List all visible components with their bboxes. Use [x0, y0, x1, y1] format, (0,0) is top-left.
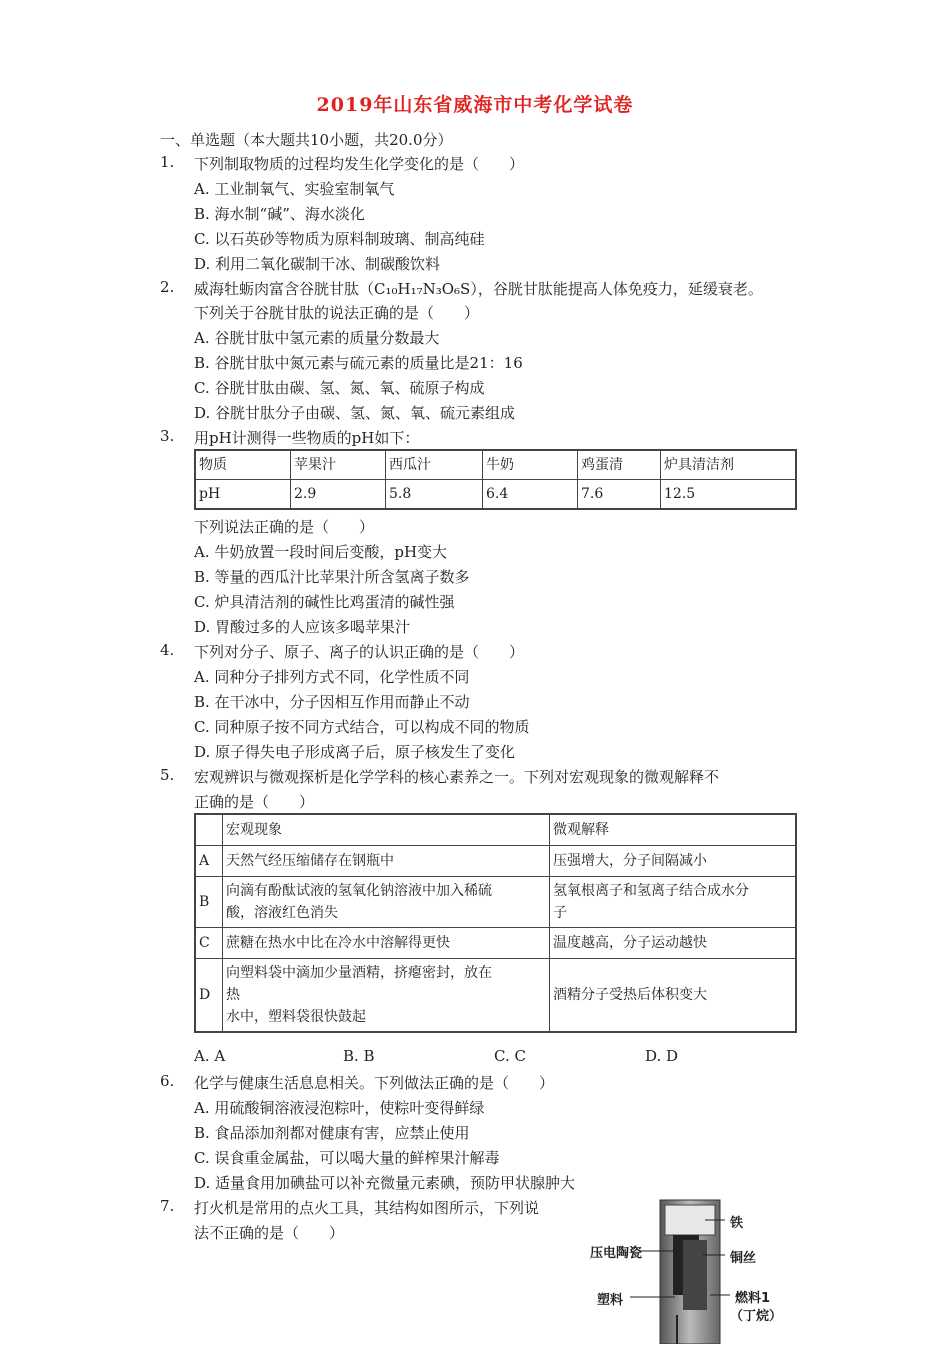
- table-cell: C: [195, 928, 223, 959]
- section-heading: 一、单选题（本大题共10小题，共20.0分）: [160, 131, 453, 149]
- table-cell: [223, 877, 550, 928]
- cell-line: 子: [553, 905, 567, 921]
- table-cell: 炉具清洁剂: [661, 450, 797, 480]
- macro-micro-table: [194, 813, 797, 1033]
- question-2-text-line2: 下列关于谷胱甘肽的说法正确的是（ ）: [194, 304, 480, 322]
- question-6-option-a: A. 用硫酸铜溶液浸泡粽叶，使粽叶变得鲜绿: [194, 1099, 485, 1117]
- question-5-number: 5.: [160, 766, 175, 784]
- table-cell: 6.4: [483, 480, 578, 510]
- diagram-label-plastic: 塑料: [597, 1293, 624, 1308]
- question-4-option-c: C. 同种原子按不同方式结合，可以构成不同的物质: [194, 718, 530, 736]
- table-cell: 7.6: [578, 480, 661, 510]
- table-cell: 蔗糖在热水中比在冷水中溶解得更快: [223, 928, 550, 959]
- question-5-text-line2: 正确的是（ ）: [194, 793, 315, 811]
- question-1-option-c: C. 以石英砂等物质为原料制玻璃、制高纯硅: [194, 230, 485, 248]
- table-row: [195, 846, 796, 877]
- question-6-number: 6.: [160, 1072, 175, 1090]
- table-row: [195, 480, 796, 510]
- question-2-option-a: A. 谷胱甘肽中氢元素的质量分数最大: [194, 329, 440, 347]
- cell-line: 酸，溶液红色消失: [226, 905, 338, 921]
- question-4-number: 4.: [160, 641, 175, 659]
- question-7-number: 7.: [160, 1197, 175, 1215]
- question-7-text: 打火机是常用的点火工具，其结构如图所示，下列说: [194, 1199, 540, 1217]
- table-cell: A: [195, 846, 223, 877]
- table-cell: 物质: [195, 450, 291, 480]
- question-2-text: 威海牡蛎肉富含谷胱甘肽（C₁₀H₁₇N₃O₆S），谷胱甘肽能提高人体免疫力，延缓衰老。: [194, 280, 763, 298]
- table-cell: 微观解释: [550, 814, 797, 846]
- question-6-option-d: D. 适量食用加碘盐可以补充微量元素碘，预防甲状腺肿大: [194, 1174, 576, 1192]
- diagram-label-piezo: 压电陶瓷: [590, 1246, 643, 1261]
- question-1-option-d: D. 利用二氧化碳制干冰、制碳酸饮料: [194, 255, 441, 273]
- table-cell: 2.9: [291, 480, 386, 510]
- table-cell: 天然气经压缩储存在钢瓶中: [223, 846, 550, 877]
- question-6-text: 化学与健康生活息息相关。下列做法正确的是（ ）: [194, 1074, 555, 1092]
- question-5-text: 宏观辨识与微观探析是化学学科的核心素养之一。下列对宏观现象的微观解释不: [194, 768, 720, 786]
- cell-line: 氢氧根离子和氢离子结合成水分: [553, 883, 749, 899]
- question-3-option-d: D. 胃酸过多的人应该多喝苹果汁: [194, 618, 411, 636]
- question-5-option-b: B. B: [343, 1047, 375, 1065]
- table-cell: 牛奶: [483, 450, 578, 480]
- cell-line: 向塑料袋中滴加少量酒精，挤瘪密封，放在: [226, 965, 492, 981]
- page-title: 2019年山东省威海市中考化学试卷: [316, 94, 634, 116]
- question-3-option-c: C. 炉具清洁剂的碱性比鸡蛋清的碱性强: [194, 593, 455, 611]
- table-cell: B: [195, 877, 223, 928]
- question-2-option-b: B. 谷胱甘肽中氮元素与硫元素的质量比是21：16: [194, 354, 523, 372]
- question-4-option-a: A. 同种分子排列方式不同，化学性质不同: [194, 668, 470, 686]
- table-cell: pH: [195, 480, 291, 510]
- table-cell: 宏观现象: [223, 814, 550, 846]
- table-row: [195, 814, 796, 846]
- table-cell: 酒精分子受热后体积变大: [550, 959, 797, 1033]
- diagram-label-copper: 铜丝: [730, 1251, 757, 1266]
- diagram-label-butane: （丁烷）: [730, 1309, 783, 1324]
- table-cell: 压强增大，分子间隔减小: [550, 846, 797, 877]
- cell-line: 热: [226, 987, 240, 1003]
- table-row: [195, 450, 796, 480]
- table-cell: 12.5: [661, 480, 797, 510]
- ph-table: [194, 449, 797, 510]
- question-3-text-line2: 下列说法正确的是（ ）: [194, 518, 375, 536]
- table-cell: 5.8: [386, 480, 483, 510]
- question-2-option-c: C. 谷胱甘肽由碳、氢、氮、氧、硫原子构成: [194, 379, 485, 397]
- question-3-text: 用pH计测得一些物质的pH如下：: [194, 429, 420, 447]
- question-6-option-c: C. 误食重金属盐，可以喝大量的鲜榨果汁解毒: [194, 1149, 500, 1167]
- question-7-text-line2: 法不正确的是（ ）: [194, 1224, 345, 1242]
- question-3-option-a: A. 牛奶放置一段时间后变酸，pH变大: [194, 543, 448, 561]
- table-cell: 鸡蛋清: [578, 450, 661, 480]
- question-5-option-d: D. D: [645, 1047, 679, 1065]
- table-cell: [195, 814, 223, 846]
- table-cell: [223, 959, 550, 1033]
- question-5-option-a: A. A: [194, 1047, 226, 1065]
- question-3-option-b: B. 等量的西瓜汁比苹果汁所含氢离子数多: [194, 568, 470, 586]
- table-row: [195, 877, 796, 928]
- cell-line: 向滴有酚酞试液的氢氧化钠溶液中加入稀硫: [226, 883, 492, 899]
- question-6-option-b: B. 食品添加剂都对健康有害，应禁止使用: [194, 1124, 470, 1142]
- cell-line: 水中，塑料袋很快鼓起: [226, 1009, 366, 1025]
- table-row: [195, 959, 796, 1033]
- table-row: [195, 928, 796, 959]
- question-4-option-d: D. 原子得失电子形成离子后，原子核发生了变化: [194, 743, 516, 761]
- table-cell: 温度越高，分子运动越快: [550, 928, 797, 959]
- question-4-option-b: B. 在干冰中，分子因相互作用而静止不动: [194, 693, 470, 711]
- table-cell: 西瓜汁: [386, 450, 483, 480]
- lighter-diagram: [585, 1195, 805, 1344]
- question-1-option-b: B. 海水制“碱”、海水淡化: [194, 205, 365, 223]
- table-cell: 苹果汁: [291, 450, 386, 480]
- diagram-label-fuel: 燃料1: [735, 1291, 771, 1306]
- diagram-label-iron: 铁: [730, 1216, 744, 1231]
- table-cell: [550, 877, 797, 928]
- question-2-option-d: D. 谷胱甘肽分子由碳、氢、氮、氧、硫元素组成: [194, 404, 516, 422]
- question-5-option-c: C. C: [494, 1047, 526, 1065]
- question-1-option-a: A. 工业制氧气、实验室制氧气: [194, 180, 395, 198]
- question-1-number: 1.: [160, 153, 175, 171]
- question-2-number: 2.: [160, 278, 175, 296]
- question-1-text: 下列制取物质的过程均发生化学变化的是（ ）: [194, 155, 525, 173]
- question-3-number: 3.: [160, 427, 175, 445]
- question-4-text: 下列对分子、原子、离子的认识正确的是（ ）: [194, 643, 525, 661]
- table-cell: D: [195, 959, 223, 1033]
